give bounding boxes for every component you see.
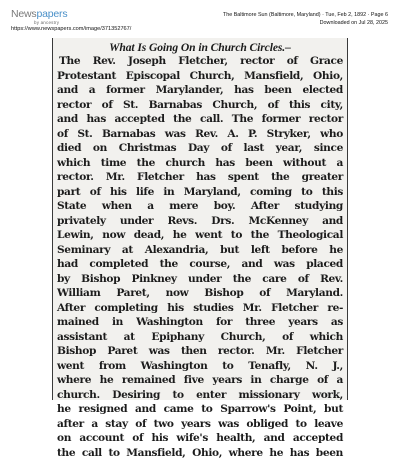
- article-line: and has accepted the call. The former rector: [57, 112, 343, 127]
- article-line: he resigned and came to Sparrow's Point, but: [57, 402, 343, 417]
- article-line: State when a mere boy. After studying: [57, 199, 343, 214]
- article-line: after a stay of two years was obliged to leave: [57, 417, 343, 432]
- clipping-border-right: [347, 38, 348, 400]
- article-line: church. Desiring to enter missionary work,: [57, 388, 343, 403]
- article-text: [57, 54, 343, 460]
- article-line: assistant at Epiphany Church, of which: [57, 330, 343, 345]
- article-line: and a former Marylander, has been elected: [57, 83, 343, 98]
- article-line: the call to Mansfield, Ohio, where he has been: [57, 446, 343, 460]
- article-line: mained in Washington for three years as: [57, 315, 343, 330]
- citation: [223, 11, 388, 27]
- article-line: rector of St. Barnabas Church, of this city,: [57, 98, 343, 113]
- article-body: [57, 41, 343, 460]
- article-line: The Rev. Joseph Fletcher, rector of Grace: [57, 54, 343, 69]
- logo-accent-text: papers: [36, 8, 67, 20]
- article-line: rector. Mr. Fletcher has spent the greater: [57, 170, 343, 185]
- article-line: on account of his wife's health, and accepted: [57, 431, 343, 446]
- citation-publication: The Baltimore Sun (Baltimore, Maryland) · Tue, Feb 2, 1892 · Page 6: [223, 11, 388, 19]
- article-line: part of his life in Maryland, coming to this: [57, 185, 343, 200]
- article-clipping: [52, 38, 348, 400]
- article-line: had completed the course, and was placed: [57, 257, 343, 272]
- article-line: Protestant Episcopal Church, Mansfield, Ohio,: [57, 69, 343, 84]
- article-line: privately under Revs. Drs. McKenney and: [57, 214, 343, 229]
- article-line: went from Washington to Tenafly, N. J.,: [57, 359, 343, 374]
- article-line: of St. Barnabas was Rev. A. P. Stryker, who: [57, 127, 343, 142]
- clipping-border-left: [52, 38, 53, 400]
- article-line: After completing his studies Mr. Fletcher re-: [57, 301, 343, 316]
- article-line: which time the church has been without a: [57, 156, 343, 171]
- article-line: William Paret, now Bishop of Maryland.: [57, 286, 343, 301]
- logo-main-text: News: [11, 8, 36, 20]
- logo-subtext: by ancestry: [34, 21, 67, 26]
- article-line: Lewin, now dead, he went to the Theological: [57, 228, 343, 243]
- source-url[interactable]: https://www.newspapers.com/image/371352767/: [11, 26, 131, 32]
- newspapers-logo[interactable]: [11, 9, 67, 25]
- article-line: where he remained five years in charge of a: [57, 373, 343, 388]
- article-line: by Bishop Pinkney under the care of Rev.: [57, 272, 343, 287]
- article-line: died on Christmas Day of last year, since: [57, 141, 343, 156]
- article-line: Seminary at Alexandria, but left before he: [57, 243, 343, 258]
- article-headline: What Is Going On in Church Circles.–: [57, 41, 343, 54]
- citation-download-date: Downloaded on Jul 28, 2025: [223, 19, 388, 27]
- article-line: Bishop Paret was then rector. Mr. Fletcher: [57, 344, 343, 359]
